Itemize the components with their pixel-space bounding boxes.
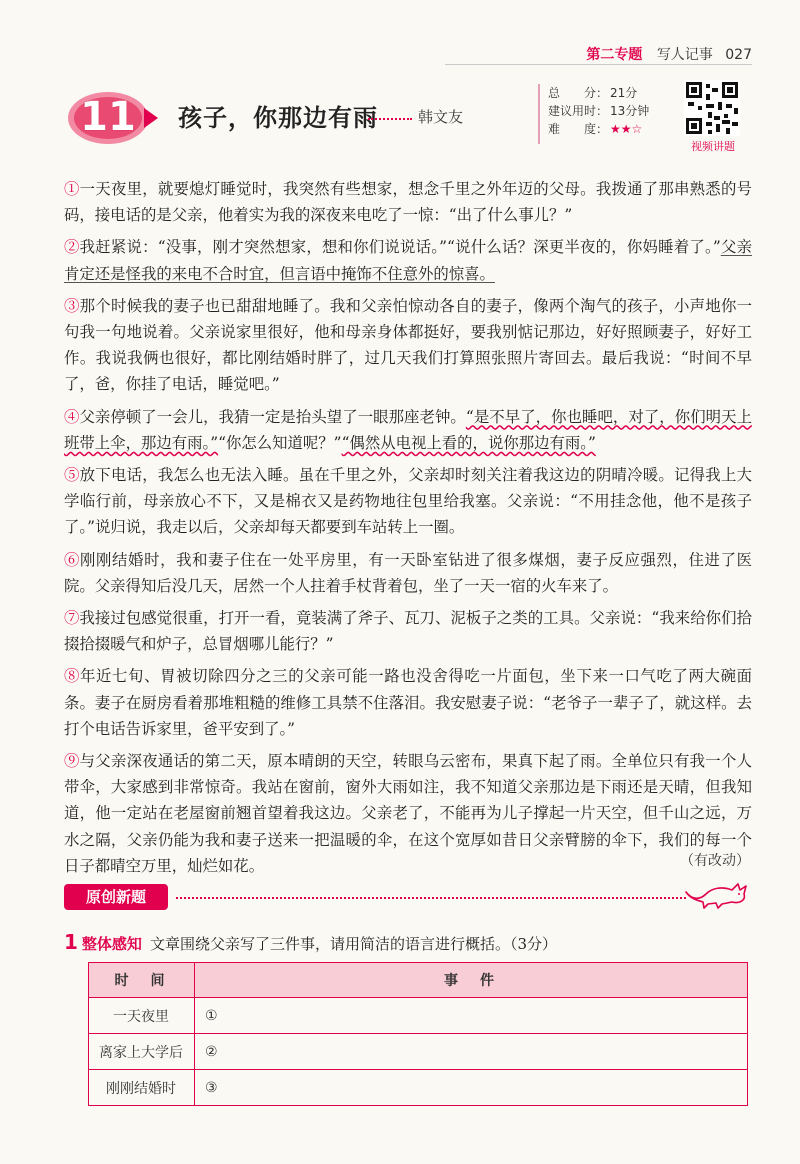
table-header-event: 事 件 <box>195 963 748 998</box>
row-answer-field[interactable]: ① <box>195 998 748 1034</box>
qr-code-icon[interactable] <box>684 80 740 136</box>
cat-icon <box>682 870 752 910</box>
lesson-author: 韩文友 <box>418 108 464 126</box>
page-header <box>586 44 752 64</box>
paragraph-4 <box>64 404 752 456</box>
paragraph-text: 一天夜里，就要熄灯睡觉时，我突然有些想家，想念千里之外年迈的父母。我拨通了那串熟悉的号码，接电话的是父亲，他着实为我的深夜来电吃了一惊：“出了什么事儿？” <box>64 180 752 225</box>
section-label: 写人记事 <box>656 47 713 63</box>
table-row <box>89 998 748 1034</box>
paragraph-number: ④ <box>64 407 80 426</box>
score-label: 总 分： <box>548 86 609 100</box>
row-time: 一天夜里 <box>89 998 195 1034</box>
paragraph-3 <box>64 293 752 398</box>
section-dotted-line <box>176 897 686 899</box>
lesson-info-box <box>538 84 686 144</box>
question-tag: 整体感知 <box>81 935 142 953</box>
paragraph-number: ⑤ <box>64 466 80 485</box>
question-number: 1 <box>64 930 78 954</box>
difficulty-stars: ★★☆ <box>610 122 643 136</box>
source-note: （有改动） <box>680 853 750 869</box>
paragraph-text: 父亲停顿了一会儿，我猜一定是抬头望了一眼那座老钟。 <box>79 407 466 426</box>
lesson-number: 11 <box>80 94 136 140</box>
paragraph-number: ② <box>64 238 80 257</box>
title-dots <box>368 118 412 120</box>
table-header-row <box>89 963 748 998</box>
paragraph-1 <box>64 176 752 228</box>
time-label: 建议用时： <box>548 104 609 118</box>
paragraph-text: 放下电话，我怎么也无法入睡。虽在千里之外，父亲却时刻关注着我这边的阴晴冷暖。记得我上大学临行前，母亲放心不下，又是棉衣又是药物地往包里给我塞。父亲说：“不用挂念他，他不是孩子了。”说归说，我走以后，父亲却每天都要到车站转上一圈。 <box>64 466 752 537</box>
paragraph-text: 年近七旬、胃被切除四分之三的父亲可能一路也没舍得吃一片面包，坐下来一口气吃了两大碗面条。妻子在厨房看着那堆粗糙的维修工具禁不住落泪。我安慰妻子说：“老爷子一辈子了，就这样。去打个电话告诉家里，爸平安到了。” <box>64 667 752 738</box>
paragraph-number: ① <box>64 180 80 198</box>
score-value: 21分 <box>610 86 638 100</box>
paragraph-text: “你怎么知道呢？” <box>218 433 342 452</box>
question-1 <box>64 930 557 954</box>
qr-video-label[interactable]: 视频讲题 <box>691 140 735 153</box>
paragraph-number: ⑥ <box>64 550 81 569</box>
wavy-underlined-quote: “是不早了，你也睡吧，对了，你们明天上班带上伞，那边有雨。” <box>64 407 752 452</box>
table-row <box>89 1034 748 1070</box>
paragraph-number: ⑦ <box>64 609 80 628</box>
row-answer-field[interactable]: ② <box>195 1034 748 1070</box>
lesson-title: 孩子，你那边有雨 <box>178 104 378 132</box>
time-value: 13分钟 <box>610 104 650 118</box>
paragraph-5 <box>64 462 752 541</box>
paragraph-text: 那个时候我的妻子也已甜甜地睡了。我和父亲怕惊动各自的妻子，像两个淘气的孩子，小声地你一句我一句地说着。父亲说家里很好，他和母亲身体都挺好，要我别惦记那边，好好照顾妻子，好好工作。我说我俩也很好，都比刚结婚时胖了，过几天我们打算照张照片寄回去。最后我说：“时间不早了，爸，你挂了电话，睡觉吧。” <box>64 296 752 394</box>
paragraph-text: 刚刚结婚时，我和妻子住在一处平房里，有一天卧室钻进了很多煤烟，妻子反应强烈，住进了医院。父亲得知后没几天，居然一个人拄着手杖背着包，坐了一天一宿的火车来了。 <box>64 550 752 595</box>
row-time: 刚刚结婚时 <box>89 1070 195 1106</box>
question-text: 文章围绕父亲写了三件事，请用简洁的语言进行概括。（3分） <box>149 935 557 953</box>
table-header-time: 时 间 <box>89 963 195 998</box>
paragraph-number: ③ <box>64 296 80 315</box>
wavy-underlined-quote: “偶然从电视上看的，说你那边有雨。” <box>341 433 596 452</box>
topic-label: 第二专题 <box>586 47 643 63</box>
row-time: 离家上大学后 <box>89 1034 195 1070</box>
page-number: 027 <box>725 47 752 63</box>
underlined-sentence: 父亲肯定还是怪我的来电不合时宜，但言语中掩饰不住意外的惊喜。 <box>64 238 752 283</box>
paragraph-number: ⑧ <box>64 667 81 686</box>
row-answer-field[interactable]: ③ <box>195 1070 748 1106</box>
paragraph-text: 我赶紧说：“没事，刚才突然想家，想和你们说说话。”“说什么话？深更半夜的，你妈睡着了。” <box>79 238 721 257</box>
lesson-number-badge <box>64 90 160 146</box>
paragraph-text: 我接过包感觉很重，打开一看，竟装满了斧子、瓦刀、泥板子之类的工具。父亲说：“我来给你们拾掇拾掇暖气和炉子，总冒烟哪儿能行？” <box>64 609 752 654</box>
paragraph-6 <box>64 547 752 599</box>
paragraph-number: ⑨ <box>64 752 80 771</box>
difficulty-label: 难 度： <box>548 122 609 136</box>
paragraph-2 <box>64 234 752 286</box>
table-row <box>89 1070 748 1106</box>
paragraph-7 <box>64 605 752 657</box>
events-table <box>88 962 748 1106</box>
header-divider <box>445 64 752 65</box>
section-banner: 原创新题 <box>64 884 168 910</box>
paragraph-9 <box>64 748 752 879</box>
paragraph-text: 与父亲深夜通话的第二天，原本晴朗的天空，转眼乌云密布，果真下起了雨。全单位只有我一个人带伞，大家感到非常惊奇。我站在窗前，窗外大雨如注，我不知道父亲那边是下雨还是天晴，但我知道，他一定站在老屋窗前翘首望着我这边。父亲老了，不能再为儿子撑起一片天空，但千山之远，万水之隔，父亲仍能为我和妻子送来一把温暖的伞，在这个宽厚如昔日父亲臂膀的伞下，我们的每一个日子都晴空万里，灿烂如花。 <box>64 752 752 875</box>
paragraph-8 <box>64 663 752 742</box>
article-body <box>64 176 752 885</box>
